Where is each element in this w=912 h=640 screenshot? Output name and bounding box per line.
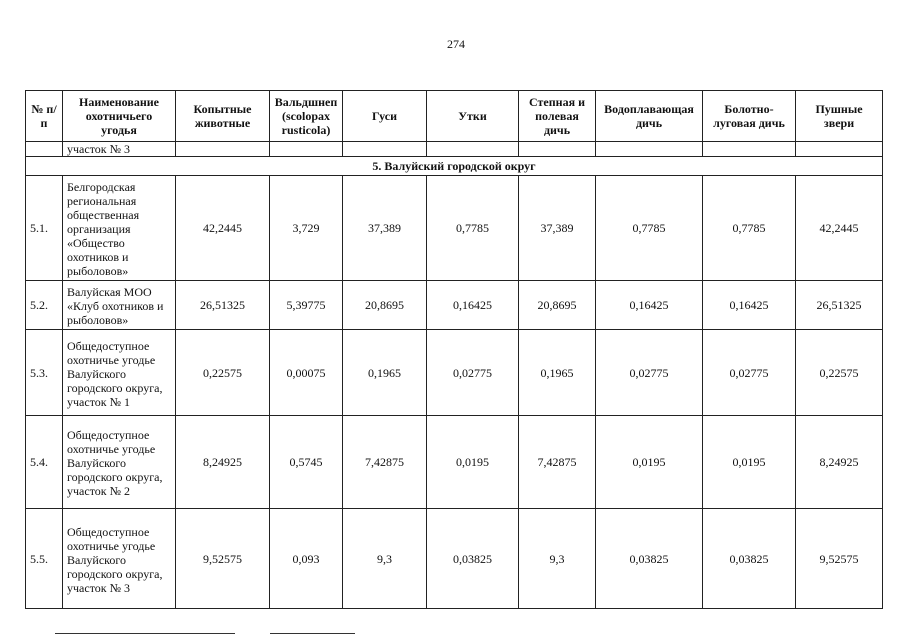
section-title: 5. Валуйский городской округ: [26, 157, 883, 176]
value-cell: 5,39775: [270, 281, 343, 330]
table-cell: [703, 142, 796, 157]
hunting-grounds-table: [25, 90, 883, 609]
header-cell: Болотно-луговая дичь: [703, 91, 796, 142]
value-cell: 0,1965: [519, 330, 596, 416]
value-cell: 0,7785: [427, 176, 519, 281]
row-name: [63, 416, 176, 509]
header-cell: № п/п: [26, 91, 63, 142]
header-cell: Степная и полевая дичь: [519, 91, 596, 142]
row-name: [63, 281, 176, 330]
value-cell: 9,52575: [796, 509, 883, 609]
value-cell: 0,03825: [427, 509, 519, 609]
footer-line: [270, 633, 355, 634]
value-cell: 7,42875: [343, 416, 427, 509]
header-cell: Копытные животные: [176, 91, 270, 142]
value-cell: 0,03825: [703, 509, 796, 609]
footer-rule: [0, 633, 912, 637]
header-cell: Водоплавающая дичь: [596, 91, 703, 142]
section-row: [26, 157, 883, 176]
page-number: 274: [447, 37, 465, 51]
value-cell: 8,24925: [176, 416, 270, 509]
row-name-text: Общедоступное охотничье угодье Валуйского городского округа, участок № 2: [67, 428, 163, 498]
table-cell: [26, 142, 63, 157]
value-cell: 0,16425: [427, 281, 519, 330]
table-row: [26, 176, 883, 281]
table-row: [26, 416, 883, 509]
table-cell: [270, 142, 343, 157]
value-cell: 0,02775: [596, 330, 703, 416]
row-number: 5.1.: [26, 176, 63, 281]
value-cell: 0,0195: [427, 416, 519, 509]
value-cell: 0,0195: [596, 416, 703, 509]
table-row: [26, 330, 883, 416]
value-cell: 8,24925: [796, 416, 883, 509]
value-cell: 42,2445: [796, 176, 883, 281]
value-cell: 20,8695: [343, 281, 427, 330]
row-name-text: Валуйская МОО «Клуб охотников и рыболовов»: [67, 285, 164, 327]
value-cell: 0,03825: [596, 509, 703, 609]
row-number: 5.5.: [26, 509, 63, 609]
table-cell: [427, 142, 519, 157]
row-name: [63, 509, 176, 609]
row-number: 5.4.: [26, 416, 63, 509]
row-name-text: Общедоступное охотничье угодье Валуйского городского округа, участок № 1: [67, 338, 163, 409]
value-cell: 0,00075: [270, 330, 343, 416]
value-cell: 0,7785: [703, 176, 796, 281]
table-cell: [176, 142, 270, 157]
table-cell: [519, 142, 596, 157]
table-row: [26, 281, 883, 330]
value-cell: 0,1965: [343, 330, 427, 416]
row-number: 5.2.: [26, 281, 63, 330]
footer-line: [55, 633, 235, 634]
row-name-text: Общедоступное охотничье угодье Валуйского городского округа, участок № 3: [67, 524, 163, 595]
row-number: 5.3.: [26, 330, 63, 416]
value-cell: 9,3: [343, 509, 427, 609]
value-cell: 20,8695: [519, 281, 596, 330]
header-cell: Пушные звери: [796, 91, 883, 142]
table-cell: [596, 142, 703, 157]
value-cell: 37,389: [343, 176, 427, 281]
table-cell: [343, 142, 427, 157]
value-cell: 0,5745: [270, 416, 343, 509]
row-name: [63, 176, 176, 281]
header-cell: Вальдшнеп (scolopax rusticola): [270, 91, 343, 142]
table-row: [26, 509, 883, 609]
value-cell: 0,16425: [703, 281, 796, 330]
value-cell: 42,2445: [176, 176, 270, 281]
row-name: участок № 3: [63, 142, 176, 157]
continuation-row: [26, 142, 883, 157]
value-cell: 3,729: [270, 176, 343, 281]
header-cell: Утки: [427, 91, 519, 142]
value-cell: 0,22575: [176, 330, 270, 416]
value-cell: 37,389: [519, 176, 596, 281]
value-cell: 26,51325: [796, 281, 883, 330]
value-cell: 0,16425: [596, 281, 703, 330]
value-cell: 0,7785: [596, 176, 703, 281]
row-name-text: Белгородская региональная общественная организация «Общество охотников и рыболовов»: [67, 180, 140, 278]
row-name: [63, 330, 176, 416]
header-cell: Наименование охотничьего угодья: [63, 91, 176, 142]
header-cell: Гуси: [343, 91, 427, 142]
table-cell: [796, 142, 883, 157]
value-cell: 26,51325: [176, 281, 270, 330]
value-cell: 0,093: [270, 509, 343, 609]
value-cell: 0,02775: [427, 330, 519, 416]
value-cell: 9,52575: [176, 509, 270, 609]
value-cell: 0,0195: [703, 416, 796, 509]
value-cell: 0,02775: [703, 330, 796, 416]
value-cell: 7,42875: [519, 416, 596, 509]
value-cell: 0,22575: [796, 330, 883, 416]
header-row: [26, 91, 883, 142]
value-cell: 9,3: [519, 509, 596, 609]
